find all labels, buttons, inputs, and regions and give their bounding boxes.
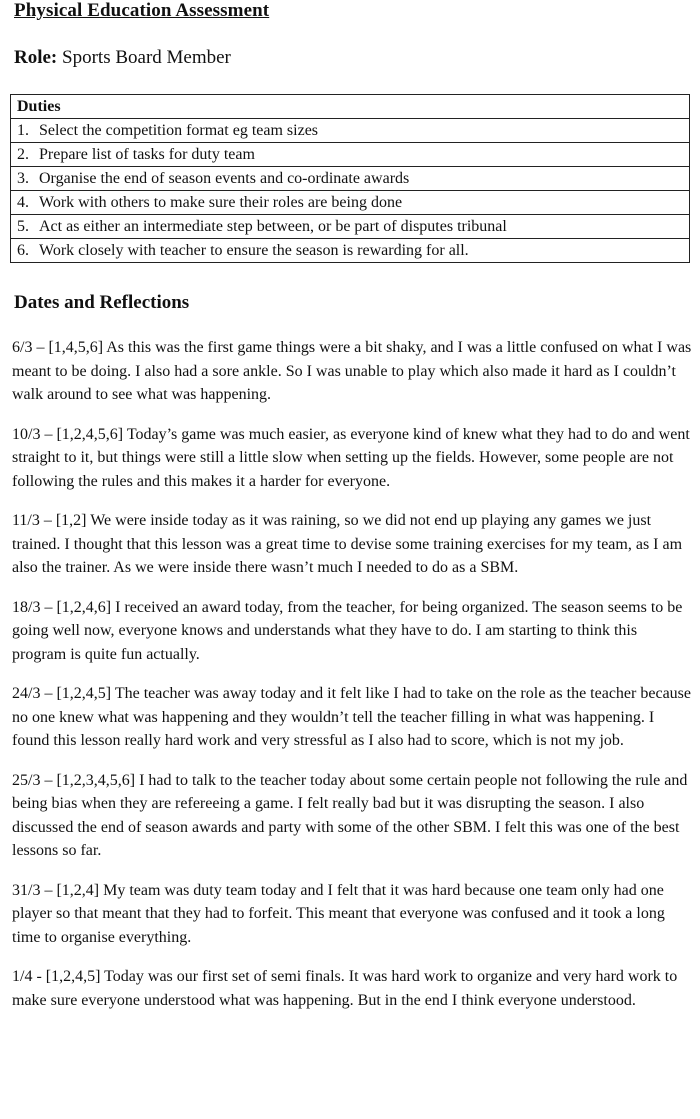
duty-number: 3.	[17, 169, 29, 187]
duty-number: 2.	[17, 145, 29, 163]
reflection-entry: 25/3 – [1,2,3,4,5,6] I had to talk to the teacher today about some certain people not following the rule and being bias when they are refereeing a game. I felt really bad but it was disrupting the season. I also discussed the end of season awards and party with some of the other SBM. I felt this was one of the best lessons so far.	[12, 771, 688, 859]
reflection-entry: 6/3 – [1,4,5,6] As this was the first game things were a bit shaky, and I was a little confused on what I was meant to be doing. I also had a sore ankle. So I was unable to play which also made it hard as I couldn’t walk around to see what was happening.	[12, 339, 692, 403]
duties-header: Duties	[11, 95, 690, 119]
duty-cell	[11, 119, 690, 143]
role-label: Role:	[14, 47, 58, 68]
duty-cell	[11, 215, 690, 239]
duty-row	[11, 239, 690, 263]
duty-text: Select the competition format eg team sizes	[39, 121, 319, 139]
reflection-entry: 24/3 – [1,2,4,5] The teacher was away today and it felt like I had to take on the role as the teacher because no one knew what was happening and they wouldn’t tell the teacher filling in what was happening. I found this lesson really hard work and very stressful as I also had to score, which is not my job.	[12, 685, 691, 749]
duty-cell	[11, 143, 690, 167]
reflections-heading: Dates and Reflections	[14, 292, 190, 313]
duty-row	[11, 119, 690, 143]
reflection-entry: 1/4 - [1,2,4,5] Today was our first set of semi finals. It was hard work to organize and very hard work to make sure everyone understood what was happening. But in the end I think everyone understood.	[12, 968, 678, 1009]
duty-text: Prepare list of tasks for duty team	[39, 145, 255, 163]
duty-number: 1.	[17, 121, 29, 139]
duty-text: Work closely with teacher to ensure the season is rewarding for all.	[39, 241, 469, 259]
reflection-entry: 10/3 – [1,2,4,5,6] Today’s game was much easier, as everyone kind of knew what they had to do and went straight to it, but things were still a little slow when setting up the fields. However, some people are not following the rules and this makes it a harder for everyone.	[12, 425, 690, 490]
reflections-list	[12, 336, 692, 1012]
duty-cell	[11, 191, 690, 215]
role-line	[14, 47, 231, 69]
duty-row	[11, 191, 690, 215]
duty-number: 4.	[17, 193, 29, 211]
duty-text: Organise the end of season events and co-ordinate awards	[39, 169, 410, 187]
duty-number: 5.	[17, 217, 29, 235]
duty-row	[11, 167, 690, 191]
duty-cell	[11, 239, 690, 263]
duty-cell	[11, 167, 690, 191]
duty-text: Act as either an intermediate step between, or be part of disputes tribunal	[39, 217, 507, 235]
duties-header-row	[11, 95, 690, 119]
reflection-entry: 31/3 – [1,2,4] My team was duty team today and I felt that it was hard because one team only had one player so that meant that they had to forfeit. This meant that everyone was confused and it took a long time to organise everything.	[12, 881, 665, 946]
duty-row	[11, 215, 690, 239]
duty-number: 6.	[17, 241, 29, 259]
duty-row	[11, 143, 690, 167]
reflection-entry: 11/3 – [1,2] We were inside today as it was raining, so we did not end up playing any games we just trained. I thought that this lesson was a great time to devise some training exercises for my team, as I am also the trainer. As we were inside there wasn’t much I needed to do as a SBM.	[12, 512, 683, 576]
reflection-entry: 18/3 – [1,2,4,6] I received an award today, from the teacher, for being organized. The season seems to be going well now, everyone knows and understands what they have to do. I am starting to think this program is quite fun actually.	[12, 598, 683, 663]
role-value: Sports Board Member	[62, 47, 231, 68]
duties-table	[10, 94, 690, 263]
document-title: Physical Education Assessment	[14, 0, 270, 21]
duty-text: Work with others to make sure their roles are being done	[39, 193, 403, 211]
